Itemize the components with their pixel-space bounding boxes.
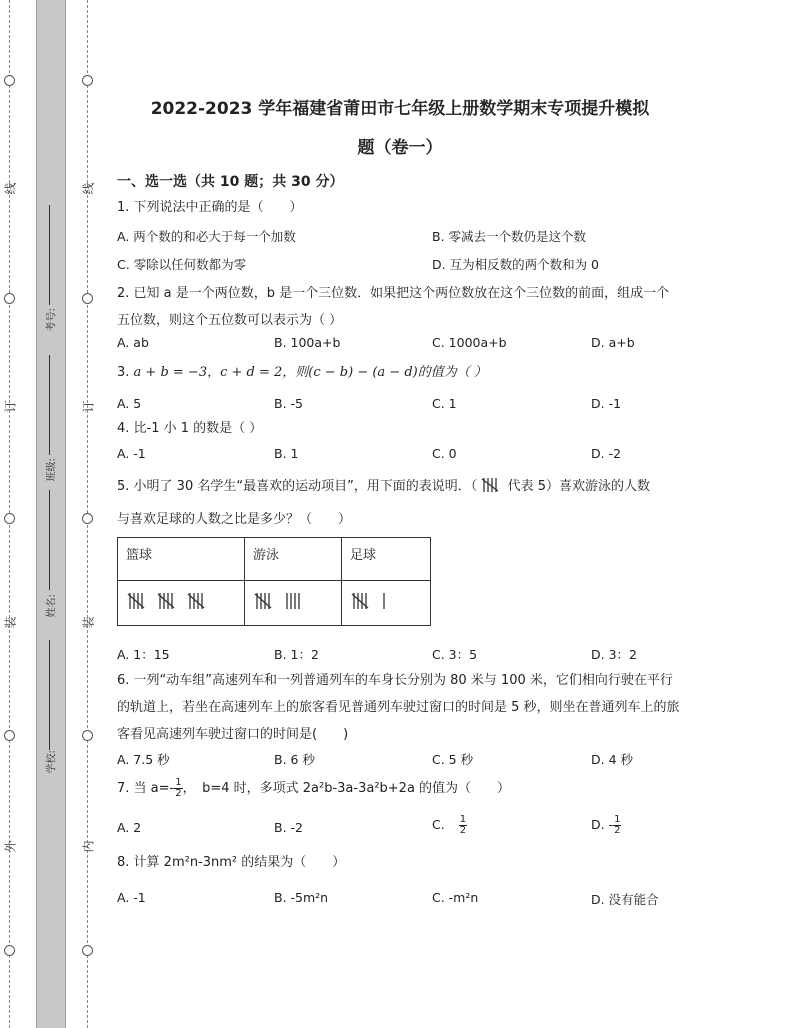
tally-marks-football bbox=[350, 590, 422, 612]
field-label-school: 学校: bbox=[46, 750, 58, 774]
fraction-numerator: 1 bbox=[459, 814, 467, 825]
fraction-numerator: 1 bbox=[614, 814, 621, 825]
question-3-math: a + b = −3，c + d = 2，则(c − b) − (a − d)的值为（ ） bbox=[133, 365, 487, 380]
question-2-option-c: C. 1000a+b bbox=[432, 335, 507, 350]
tally-cell-basketball bbox=[118, 581, 245, 626]
margin-char-ding-inner: 订 bbox=[81, 400, 96, 413]
question-1-option-d: D. 互为相反数的两个数和为 0 bbox=[432, 257, 599, 272]
question-7-option-c-label: C. bbox=[432, 817, 445, 832]
question-3-option-d: D. -1 bbox=[591, 396, 622, 411]
margin-char-wai: 外 bbox=[3, 840, 18, 853]
question-6-option-c: C. 5 秒 bbox=[432, 752, 474, 767]
tally-table bbox=[117, 537, 431, 626]
document-title-line2: 题（卷一） bbox=[357, 138, 443, 158]
question-3-option-a: A. 5 bbox=[117, 396, 142, 411]
question-1-stem: 1. 下列说法中正确的是（ ） bbox=[117, 200, 303, 215]
field-label-exam-number: 考号: bbox=[46, 308, 58, 332]
question-1-option-b: B. 零减去一个数仍是这个数 bbox=[432, 229, 587, 244]
tally-cell-football bbox=[342, 581, 431, 626]
question-3-number: 3. bbox=[117, 365, 130, 380]
margin-char-zhuang-inner: 装 bbox=[81, 616, 96, 629]
question-5-stem-line2: 与喜欢足球的人数之比是多少？（ ） bbox=[117, 512, 352, 527]
tally-marks-swimming bbox=[253, 590, 333, 612]
question-2-option-b: B. 100a+b bbox=[274, 335, 341, 350]
fraction-numerator: 1 bbox=[175, 777, 182, 788]
question-8-option-b: B. -5m²n bbox=[274, 890, 329, 905]
question-7-option-d-fraction bbox=[613, 815, 621, 836]
binding-hole bbox=[82, 730, 93, 741]
question-7-stem-start: 7. 当 a=- bbox=[117, 781, 175, 796]
question-1-option-c: C. 零除以任何数都为零 bbox=[117, 257, 247, 272]
question-7-option-b: B. -2 bbox=[274, 820, 303, 835]
question-3-stem bbox=[117, 364, 487, 382]
question-6-option-b: B. 6 秒 bbox=[274, 752, 315, 767]
question-7-option-d-label: D. - bbox=[591, 817, 614, 832]
question-7-option-a: A. 2 bbox=[117, 820, 142, 835]
question-7-option-c-fraction bbox=[459, 815, 467, 836]
binding-hole bbox=[4, 945, 15, 956]
question-5-stem-start: 5. 小明了 30 名学生“最喜欢的运动项目”，用下面的表说明．（ bbox=[117, 479, 478, 494]
section-heading: 一、选一选（共 10 题；共 30 分） bbox=[117, 174, 344, 190]
question-1-option-a: A. 两个数的和必大于每一个加数 bbox=[117, 229, 296, 244]
binding-hole bbox=[4, 730, 15, 741]
question-7-option-d bbox=[591, 815, 621, 836]
question-4-option-c: C. 0 bbox=[432, 446, 457, 461]
question-3-option-c: C. 1 bbox=[432, 396, 457, 411]
fraction-denominator: 2 bbox=[614, 825, 621, 836]
field-line-exam-number bbox=[49, 205, 50, 305]
binding-hole bbox=[82, 513, 93, 524]
question-5-option-a: A. 1：15 bbox=[117, 647, 170, 662]
binding-hole bbox=[82, 945, 93, 956]
binding-hole bbox=[4, 293, 15, 304]
question-8-option-a: A. -1 bbox=[117, 890, 146, 905]
binding-band bbox=[36, 0, 66, 1028]
question-2-option-d: D. a+b bbox=[591, 335, 635, 350]
binding-hole bbox=[82, 75, 93, 86]
tally-cell-swimming bbox=[245, 581, 342, 626]
question-8-option-d: D. 没有能合 bbox=[591, 892, 659, 907]
binding-hole bbox=[82, 293, 93, 304]
question-3-option-b: B. -5 bbox=[274, 396, 303, 411]
question-4-option-d: D. -2 bbox=[591, 446, 622, 461]
binding-hole bbox=[4, 75, 15, 86]
question-7-fraction bbox=[174, 778, 182, 799]
field-label-class: 班级: bbox=[46, 458, 58, 482]
question-6-option-d: D. 4 秒 bbox=[591, 752, 633, 767]
question-4-option-b: B. 1 bbox=[274, 446, 299, 461]
margin-char-zhuang-outer: 装 bbox=[3, 616, 18, 629]
margin-char-xian-inner: 线 bbox=[81, 182, 96, 195]
tally-header-basketball: 篮球 bbox=[118, 538, 245, 581]
question-4-stem: 4. 比-1 小 1 的数是（ ） bbox=[117, 421, 263, 436]
margin-char-ding-outer: 订 bbox=[3, 400, 18, 413]
fraction-denominator: 2 bbox=[459, 825, 467, 836]
question-7-option-c bbox=[432, 815, 467, 836]
question-7-stem bbox=[117, 778, 510, 799]
question-5-option-d: D. 3：2 bbox=[591, 647, 637, 662]
field-line-school bbox=[49, 640, 50, 750]
tally-marks-basketball bbox=[126, 590, 236, 612]
margin-char-nei: 内 bbox=[81, 840, 96, 853]
margin-char-xian-outer: 线 bbox=[3, 182, 18, 195]
question-5-stem-end: 代表 5）喜欢游泳的人数 bbox=[507, 479, 650, 494]
field-label-name: 姓名: bbox=[46, 594, 58, 618]
question-8-option-c: C. -m²n bbox=[432, 890, 479, 905]
question-5-stem-line1 bbox=[117, 477, 650, 496]
question-5-option-c: C. 3：5 bbox=[432, 647, 478, 662]
document-title-line1: 2022-2023 学年福建省莆田市七年级上册数学期末专项提升模拟 bbox=[150, 99, 650, 119]
question-6-stem: 6. 一列“动车组”高速列车和一列普通列车的车身长分别为 80 米与 100 米，它们相向行驶在平行的轨道上，若坐在高速列车上的旅客看见普通列车驶过窗口的时间是 5 秒，则坐在普通列车上的旅客看见高速列车驶过窗口的时间是( ) bbox=[117, 673, 680, 742]
field-line-name bbox=[49, 490, 50, 590]
question-4-option-a: A. -1 bbox=[117, 446, 146, 461]
tally-header-swimming: 游泳 bbox=[245, 538, 342, 581]
tally-five-icon bbox=[481, 477, 503, 493]
question-5-option-b: B. 1：2 bbox=[274, 647, 319, 662]
question-2-option-a: A. ab bbox=[117, 335, 149, 350]
field-line-class bbox=[49, 355, 50, 455]
question-2-stem: 2. 已知 a 是一个两位数，b 是一个三位数．如果把这个两位数放在这个三位数的前面，组成一个五位数，则这个五位数可以表示为（ ） bbox=[117, 286, 670, 328]
question-7-stem-end: ， b=4 时，多项式 2a²b-3a-3a²b+2a 的值为（ ） bbox=[182, 781, 511, 796]
question-8-stem: 8. 计算 2m²n-3nm² 的结果为（ ） bbox=[117, 855, 346, 870]
question-6-option-a: A. 7.5 秒 bbox=[117, 752, 170, 767]
tally-header-football: 足球 bbox=[342, 538, 431, 581]
fraction-denominator: 2 bbox=[175, 788, 182, 799]
binding-hole bbox=[4, 513, 15, 524]
